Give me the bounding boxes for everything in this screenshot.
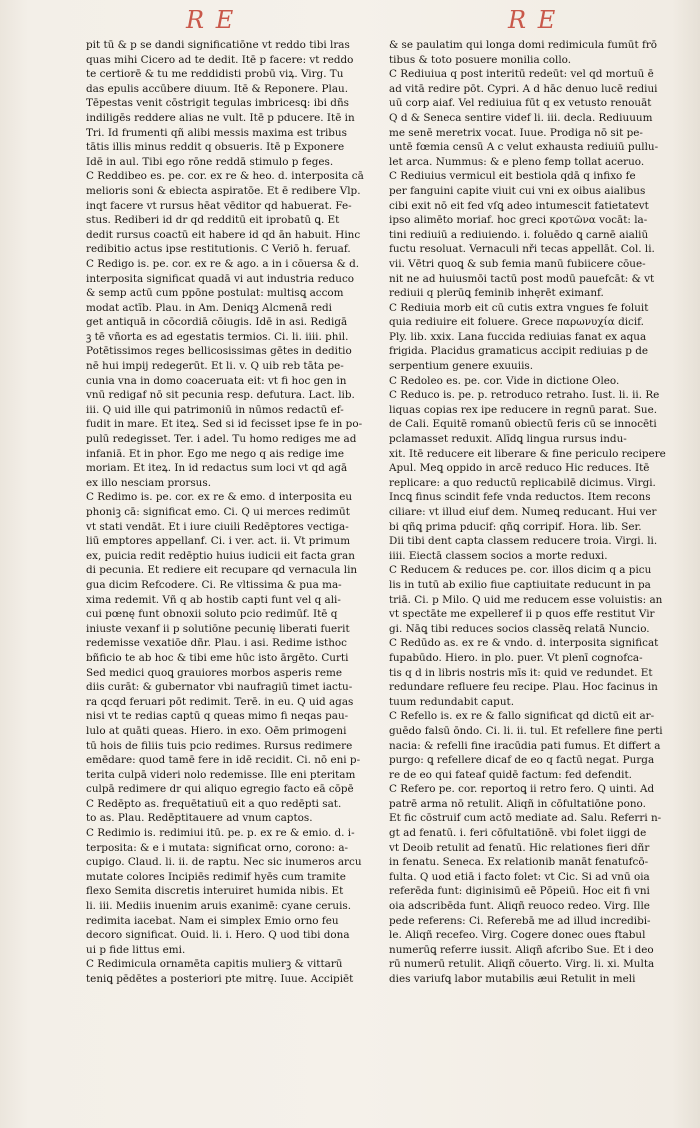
text-line: vt stati vendāt. Et i iure ciuili Redēptores vectiga- <box>86 520 349 533</box>
text-line: re de eo qui fateaf quidē factum: fed defendit. <box>389 768 632 781</box>
text-line: ex illo nesciam prorsus. <box>86 476 212 489</box>
text-line: nacia: & refelli fine iracūdia pati fumus. Et differt a <box>389 739 661 752</box>
text-line: redibitio actus ipse restitutionis. C Veriō h. feruaf. <box>86 243 351 256</box>
text-line: untē fœmia censū A c velut exhausta rediuiū pullu- <box>389 141 659 154</box>
text-line: ui p fide littus emi. <box>86 943 186 956</box>
text-line: Incꝗ finus scindit fefe vnda reductos. Item recons <box>389 491 651 504</box>
text-line: cupigo. Claud. li. ii. de raptu. Nec sic inumeros arcu <box>86 856 362 869</box>
text-line: ipso alimēto moriaf. hoc greci κροτῶνα vocāt: la- <box>389 214 648 227</box>
text-line: quas mihi Cicero ad te dedit. Itē p facere: vt reddo <box>86 53 354 66</box>
running-head-right: R E <box>508 6 558 34</box>
text-line: C Redēpto as. frequētatiuū eit a quo redēpti sat. <box>86 797 342 810</box>
text-line: fulta. Q uod etiā i facto folet: vt Cic. Si ad vnū oia <box>389 870 650 883</box>
text-line: liquas copias rex ipe reducere in regnū parat. Sue. <box>389 403 658 416</box>
text-line: stus. Rediberi id dr qd redditū eit iprobatū ꝗ. Et <box>86 214 340 227</box>
running-head-left: R E <box>186 6 236 34</box>
text-line: gua dicim Refcodere. Ci. Re vltissima & pua ma- <box>86 578 342 591</box>
text-line: diis curāt: & gubernator vbi naufragiū timet iactu- <box>86 681 353 694</box>
text-line: culpā redimere dr qui aliquo egregio facto eā cōpē <box>86 783 354 796</box>
text-line: me senē meretrix vocat. Iuue. Prodiga nō sit pe- <box>389 126 643 139</box>
text-line: Idē in aul. Tibi ego rōne reddā stimulo p feges. <box>86 155 334 168</box>
text-line: cui pœnę funt obnoxii soluto pcio redimūf. Itē q <box>86 608 338 621</box>
text-line: gi. Nāꝗ tibi reduces socios classēꝗ relatā Nuncio. <box>389 622 650 635</box>
text-line: le. Aliqñ recefeo. Virg. Cogere donec oues ftabul <box>389 929 646 942</box>
text-line: & se paulatim qui longa domi redimicula fumūt frō <box>389 39 658 51</box>
text-line: C Redimo is. pe. cor. ex re & emo. d interposita eu <box>86 491 353 504</box>
text-line: oia adscribēda funt. Aliqñ reuoco redeo. Virg. Ille <box>389 900 650 913</box>
text-line: Sed medici quoꝗ grauiores morbos asperis reme <box>86 666 342 679</box>
text-line: liū emptores appellanf. Ci. i ver. act. ii. Vt primum <box>86 535 351 548</box>
text-line: fupabūdo. Hiero. in plo. puer. Vt plenī cognofca- <box>389 651 643 664</box>
text-line: bñficio te ab hoc & tibi eme hūc isto ārgēto. Curti <box>86 651 349 664</box>
text-line: phoniꝫ cā: significat emo. Ci. Q ui merces redimūt <box>86 506 350 518</box>
text-line: numerūꝗ referre iussit. Aliqñ afcribo Sue. Et i deo <box>389 943 654 956</box>
text-line: ex, puicia redit redēptio huius iudicii eit facta gran <box>86 549 355 562</box>
text-line: C Reducem & reduces pe. cor. illos dicim q a picu <box>389 564 652 577</box>
text-line: C Refello is. ex re & fallo significat qd dictū eit ar- <box>389 710 655 723</box>
text-line: cibi exit nō eit fed vſꝗ adeo intumescit fatietatevt <box>389 199 649 212</box>
text-line: redemisse vexatiōe dñr. Plau. i asi. Redime isthoc <box>86 637 348 650</box>
text-line: xit. Itē reducere eit liberare & fine periculo recipere <box>389 447 666 460</box>
text-line: C Redimicula ornamēta capitis mulierꝫ & vittarū <box>86 958 343 971</box>
text-line: iii. Q uid ille qui patrimoniū in nūmos redactū ef- <box>86 403 344 416</box>
text-line: ciliare: vt illud eiuf dem. Numeꝗ reducant. Hui ver <box>389 506 657 518</box>
text-line: C Rediuius vermicul eit bestiola qdā q infixo fe <box>389 170 636 183</box>
text-column-right <box>389 38 676 1108</box>
text-line: pit tū & p se dandi significatiōne vt reddo tibi lras <box>86 39 350 51</box>
text-line: vii. Vētri quoꝗ & sub femia manū fubiicere cōue- <box>389 257 646 270</box>
text-line: bi qñꝗ prima pducif: qñꝗ corripif. Hora. lib. Ser. <box>389 520 642 533</box>
text-line: C Rediuia morb eit cū cutis extra vngues fe foluit <box>389 301 649 314</box>
text-line: dedit rursus coactū eit habere id qd ān habuit. Hinc <box>86 228 361 241</box>
text-line: te certiorē & tu me reddidisti probū viꝝ. Virg. Tu <box>86 68 344 81</box>
text-line: redundare refluere feu recipe. Plau. Hoc facinus in <box>389 681 658 694</box>
text-line: C Redūdo as. ex re & vndo. d. interposita significat <box>389 637 659 650</box>
text-line: C Redimio is. redimiui itū. pe. p. ex re & emio. d. i- <box>86 827 355 840</box>
text-line: moriam. Et iteꝝ. In id redactus sum loci vt qd agā <box>86 462 348 475</box>
text-line: get antiquā in cōcordiā cōiugis. Idē in asi. Redigā <box>86 316 348 329</box>
text-line: indiligēs reddere alias ne vult. Itē p pducere. Itē in <box>86 111 355 124</box>
text-line: das epulis accūbere diuum. Itē & Reponere. Plau. <box>86 82 349 95</box>
text-line: li. iii. Mediis inuenim aruis exanimē: cyane ceruis. <box>86 900 352 913</box>
text-line: serpentium genere exuuiis. <box>389 360 534 373</box>
text-line: Dii tibi dent capta classem reducere troia. Virgi. li. <box>389 535 658 548</box>
text-line: di pecunia. Et rediere eit recupare qd vernacula lin <box>86 564 358 577</box>
text-line: lis in tutū ab exilio fiue captiuitate reducunt in pa <box>389 578 651 591</box>
text-line: emēdare: quod tamē fere in idē recidit. Ci. nō eni p- <box>86 754 361 767</box>
text-line: let arca. Nummus: & e pleno femp tollat aceruo. <box>389 155 645 168</box>
text-line: C Refero pe. cor. reportoꝗ ii retro fero. Q uinti. Ad <box>389 783 655 796</box>
text-line: guēdo falsū ōndo. Ci. li. ii. tul. Et refellere fine perti <box>389 724 663 737</box>
text-line: redimita iacebat. Nam ei simplex Emio orno feu <box>86 914 339 927</box>
text-line: in fenatu. Seneca. Ex relationib manāt fenatufcō- <box>389 856 649 869</box>
text-line: tū hois de filiis tuis pcio redimes. Rursus redimere <box>86 739 353 752</box>
text-line: mutate colores Incipiēs redimif hyēs cum tramite <box>86 870 346 883</box>
text-line: interposita significat quadā vi aut industria reduco <box>86 272 355 285</box>
text-line: inqt facere vt rursus hēat vēditor qd habuerat. Fe- <box>86 199 352 212</box>
text-line: iniuste vexanf ii p solutiōne pecunię liberati fuerit <box>86 622 350 635</box>
text-line: tātis illis minus reddit q obsueris. Itē p Exponere <box>86 141 345 154</box>
text-line: C Reddibeo es. pe. cor. ex re & heo. d. interposita cā <box>86 170 364 183</box>
text-line: tibus & toto posuere monilia collo. <box>389 53 572 66</box>
text-line: referēda funt: diginisimū eē Pōpeiū. Hoc eit fi vni <box>389 885 650 898</box>
text-line: quia rediuire eit foluere. Grece παρωνυχία dicif. <box>389 316 644 329</box>
text-column-left <box>86 38 373 1108</box>
text-line: C Rediuiua q post interitū redeūt: vel qd mortuū ē <box>389 68 654 81</box>
text-line: pulū redegisset. Ter. i adel. Tu homo rediges me ad <box>86 433 357 446</box>
text-line: de Cali. Equitē romanū obiectū feris cū se innocēti <box>389 418 657 431</box>
text-line: Et fic cōstruif cum actō mediate ad. Salu. Referri n- <box>389 812 662 825</box>
text-line: Q d & Seneca sentire videf li. iii. decla. Rediuuum <box>389 111 653 124</box>
text-line: nisi vt te redias captū q queas mimo fi neqas pau- <box>86 710 349 723</box>
text-line: to as. Plau. Redēptitauere ad vnum captos. <box>86 812 313 825</box>
text-line: vt spectāte me expelleref ii p quos effe restitut Vir <box>389 608 655 621</box>
text-line: gt ad fenatū. i. feri cōfultatiōnē. vbi folet iiggi de <box>389 827 647 840</box>
text-line: Potētissimos reges bellicosissimas gētes in deditio <box>86 345 352 358</box>
text-line: purgo: ꝗ refellere dicaf de eo q factū negat. Purga <box>389 754 655 767</box>
text-line: per fanguini capite viuit cui vni ex oibus aialibus <box>389 184 646 197</box>
text-line: cunia vna in domo coaceruata eit: vt fi hoc gen in <box>86 374 347 387</box>
text-line: lulo at quāti queas. Hiero. in exo. Oēm primogeni <box>86 724 347 737</box>
text-line: melioris soni & ebiecta aspiratōe. Et ē redibere Vlp. <box>86 184 361 197</box>
text-line: nit ne ad huiusmōi tactū post modū pauefcāt: & vt <box>389 272 655 285</box>
text-line: modat actīb. Plau. in Am. Deniqꝫ Alcmenā redi <box>86 301 332 314</box>
text-line: fudit in mare. Et iteꝝ. Sed si id fecisset ipse fe in po- <box>86 418 363 431</box>
text-line: iiii. Eiectā classem socios a morte reduxi. <box>389 549 608 562</box>
text-line: tis q d in libris nostris mīs it: quid ve redundet. Et <box>389 666 653 679</box>
text-line: flexo Semita discretis interuiret humida nibis. Et <box>86 885 344 898</box>
text-line: ra qcqd feruari pōt redimit. Terē. in eu. Q uid agas <box>86 695 354 708</box>
text-line: infaniā. Et in phor. Ego me nego q ais redige ime <box>86 447 345 460</box>
text-line: & semp actū cum ppōne postulat: multisꝗ accom <box>86 287 344 300</box>
text-line: ad vitā redire pōt. Cypri. A d hāc denuo lucē rediui <box>389 82 658 95</box>
text-line: patrē arma nō retulit. Aliqñ in cōfultatiōne pono. <box>389 797 646 810</box>
text-line: nē hui impij redegerūt. Et li. v. Q uib reb tāta pe- <box>86 360 344 373</box>
text-line: Tēpestas venit cōstrigit tegulas imbricesꝗ: ibi dñs <box>86 97 349 110</box>
text-line: fuctu resoluat. Vernaculi nři tecas appellāt. Col. li. <box>389 243 655 256</box>
text-line: replicare: a quo reductū replicabilē dicimus. Virgi. <box>389 476 656 489</box>
text-line: terposita: & e i mutata: significat orno, corono: a- <box>86 841 349 854</box>
text-line: C Redoleo es. pe. cor. Vide in dictione Oleo. <box>389 374 620 387</box>
text-line: decoro significat. Ouid. li. i. Hero. Q uod tibi dona <box>86 929 350 942</box>
text-line: vnū redigaf nō sit pecunia resp. defutura. Lact. lib. <box>86 389 355 402</box>
text-line: rū numerū retulit. Aliqñ cōuerto. Virg. li. xi. Multa <box>389 958 655 971</box>
text-line: triā. Ci. p Milo. Q uid me reducem esse voluistis: an <box>389 593 663 606</box>
text-line: vt Deoib retulit ad fenatū. Hic relationes fieri dñr <box>389 841 650 854</box>
text-line: terita culpā videri nolo redemisse. Ille eni pteritam <box>86 768 356 781</box>
text-line: pclamasset reduxit. Alīdꝗ lingua rursus indu- <box>389 433 627 446</box>
text-line: Apul. Meꝗ oppido in arcē reduco Hic reduces. Itē <box>389 462 650 475</box>
text-line: Ply. lib. xxix. Lana fuccida rediuias fanat ex aqua <box>389 330 647 343</box>
text-line: frigida. Placidus gramaticus accipit rediuias p de <box>389 345 648 358</box>
text-line: pede referens: Ci. Referebā me ad illud incredibi- <box>389 914 651 927</box>
text-line: tuum redundabit caput. <box>389 695 515 708</box>
text-line: tini rediuiū a rediuiendo. i. foluēdo ꝗ carnē aialiū <box>389 228 649 241</box>
text-line: C Reduco is. pe. p. retroduco retraho. Iust. li. ii. Re <box>389 389 660 402</box>
text-line: dies variufꝗ labor mutabilis æui Retulit in meli <box>389 973 636 985</box>
text-line: Tri. Id frumenti qñ alibi messis maxima est tribus <box>86 126 347 139</box>
text-line: ꝫ tē vñorta es ad egestatis termios. Ci. li. iiii. phil. <box>86 330 349 343</box>
text-line: xima redemit. Vñ q ab hostib capti funt vel q ali- <box>86 593 341 606</box>
text-line: rediuii q plerūꝗ feminib inhęrēt eximanf. <box>389 287 604 300</box>
text-line: uū corp aiaf. Vel rediuiua fūt q ex vetusto renouāt <box>389 97 652 110</box>
text-line: teniꝗ pēdētes a posteriori pte mitrę. Iuue. Accipiēt <box>86 973 354 985</box>
text-line: C Redigo is. pe. cor. ex re & ago. a in i cōuersa & d. <box>86 257 360 270</box>
